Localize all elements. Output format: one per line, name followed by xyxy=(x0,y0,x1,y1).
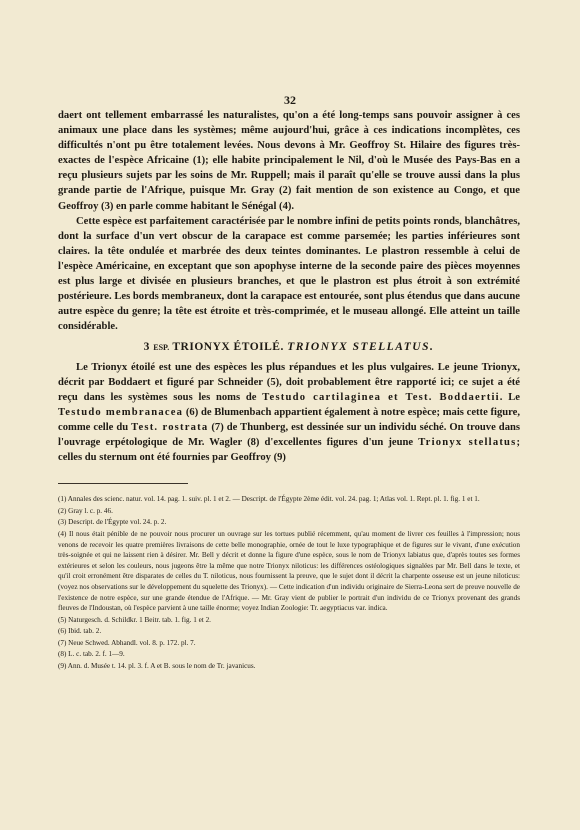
species-esp: ESP. xyxy=(153,343,170,353)
species-name: TRIONYX ÉTOILÉ. xyxy=(172,341,284,354)
p3-name-f: Test. rostrata xyxy=(131,421,209,433)
paragraph-2: Cette espèce est parfaitement caractérisée par le nombre infini de petits points ronds, blanchâtres, dont la surface d'un vert obscur de la carapace est comme parsemée; les parties inférieures sont claires. la tête ondulée et marbrée des deux teintes dominantes. Le plastron ressemble à celui de l'espèce Américaine, en exceptant que son apophyse interne de la seconde paire des pièces moyennes est plus large et divisée en plusieurs branches, et que le plastron est plus étroit à son extrémité postérieure. Les bords membraneux, dont la carapace est entourée, sont plus étendus que dans aucune autre espèce du genre; la tête est étroite et très-comprimée, et le museau allongé. Elle atteint un taille considérable. xyxy=(58,215,520,333)
footnote-3: (3) Descript. de l'Égypte vol. 24. p. 2. xyxy=(58,518,167,527)
footnote-4: (4) Il nous était pénible de ne pouvoir nous procurer un ouvrage sur les tortues publié récemment, qu'au moment de livrer ces feuilles à l'impression; nous venons de recevoir les quatre premières livraisons de cette belle monographie, ornée de tout le luxe typographique et de figures sur le vivant, d'une exécution très-soignée et qui ne laissent rien à désirer. Mr. Bell y décrit et donne la figure d'une espèce, sous le nom de Trionyx labiatus que, d'après toutes ses formes extérieures et selon les couleurs, nous jugeons être la même que notre Trionyx niloticus: les différences ostéologiques signalées par Mr. Bell dans le texte, et qu'il croit erronément être disparates de celles du T. niloticus, nous fournissent la preuve, que le sujet dont il décrit la charpente osseuse est un jeune niloticus: (voyez nos observations sur le développement du squelette des Trionyx). — Cette indication d'un individu originaire de Sierra-Leona sert de preuve nouvelle de l'existence de notre espèce, sur une grande étendue de l'Afrique. — Mr. Gray vient de publier le portrait d'un individu de ce Trionyx provenant des grands fleuves de l'Indoustan, où l'espèce parvient à une taille énorme; voyez Indian Zoologie: Tr. aegyptiacus var. indica. xyxy=(58,529,520,613)
p3-name-d: Testudo membranacea xyxy=(58,406,184,418)
footnote-2: (2) Gray l. c. p. 46. xyxy=(58,506,113,515)
page-number: 32 xyxy=(284,93,296,107)
footnote-8: (8) L. c. tab. 2. f. 1—9. xyxy=(58,650,125,659)
p3-text-g: (7) de Thunberg, est dessinée sur un individu séché. On trouve dans l'ouvrage erpétologique de Mr. Wagler (8) d'excellentes figures d'un jeune xyxy=(58,421,520,448)
body-text xyxy=(58,108,520,465)
p3-text-c: . Le xyxy=(499,391,520,403)
footnote-5: (5) Naturgesch. d. Schildkr. 1 Beitr. tab. 1. fig. 1 et 2. xyxy=(58,615,211,624)
species-heading xyxy=(58,340,520,355)
footnote-1: (1) Annales des scienc. natur. vol. 14. pag. 1. suiv. pl. 1 et 2. — Descript. de l'Égypte 2ème édit. vol. 24. pag. 1; Atlas vol. 1. Rept. pl. 1. fig. 1 et 1. xyxy=(58,495,480,504)
footnote-7: (7) Neue Schwed. Abhandl. vol. 8. p. 172. pl. 7. xyxy=(58,638,196,647)
p3-name-h: Trionyx stellatus xyxy=(418,436,517,448)
footnotes xyxy=(58,494,520,672)
footnote-9: (9) Ann. d. Musée t. 14. pl. 3. f. A et B. sous le nom de Tr. javanicus. xyxy=(58,662,256,671)
footnote-6: (6) Ibid. tab. 2. xyxy=(58,627,102,636)
p3-names-b: Testudo cartilaginea et Test. Boddaertii xyxy=(262,391,500,403)
paragraph-3 xyxy=(58,360,520,466)
species-number: 3 xyxy=(143,341,150,354)
footnote-separator xyxy=(58,483,188,484)
paragraph-1: daert ont tellement embarrassé les naturalistes, qu'on a été long-temps sans pouvoir assigner à ces animaux une place dans les systèmes; même aujourd'hui, grâce à ces indications incomplètes, ces difficultés n'ont pu être totalement levées. Nous devons à Mr. Geoffroy St. Hilaire des figures très-exactes de l'espèce Africaine (1); elle habite principalement le Nil, d'où le Musée des Pays-Bas en a reçu plusieurs sujets par les soins de Mr. Ruppell; mais il paraît qu'elle se trouve aussi dans la plus grande partie de l'Afrique, puisque Mr. Gray (2) fait mention de son existence au Congo, et que Geoffroy (3) en parle comme habitant le Sénégal (4). xyxy=(58,110,520,212)
p3-text-e: (6) de Blumenbach appartient également à notre espèce; mais cette figure, comme celle du xyxy=(58,406,521,433)
p3-text-a: Le Trionyx étoilé est une des espèces les plus répandues et les plus vulgaires. Le jeune Trionyx, décrit par Boddaert et figuré par Schneider (5), doit probablement être rapporté ici; ce sujet a été reçu dans les systèmes sous les noms de xyxy=(58,361,520,403)
species-latin-name: TRIONYX STELLATUS. xyxy=(287,341,435,354)
p3-text-i: ; celles du sternum ont été fournies par Geoffroy (9) xyxy=(58,436,520,464)
